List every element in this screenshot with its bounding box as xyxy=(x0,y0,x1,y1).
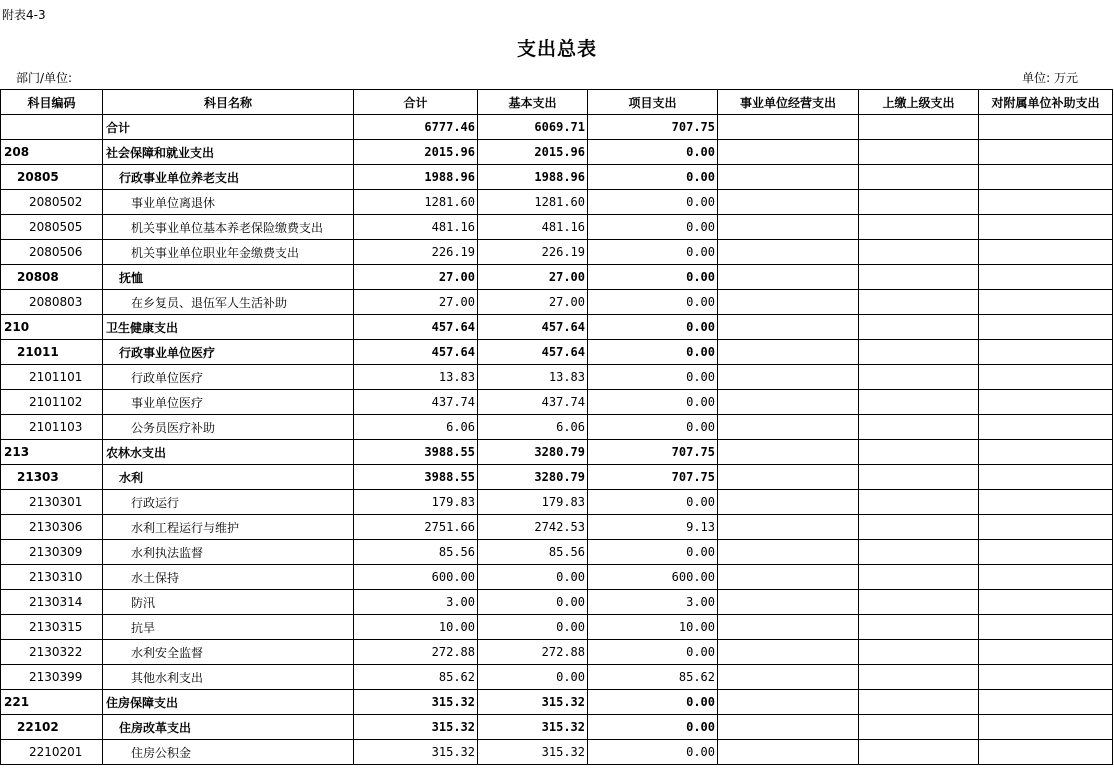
cell-code: 2130315 xyxy=(1,615,103,640)
cell-name: 行政事业单位医疗 xyxy=(103,340,354,365)
cell-basic: 0.00 xyxy=(478,615,588,640)
table-row xyxy=(1,190,1113,215)
cell-name: 机关事业单位职业年金缴费支出 xyxy=(103,240,354,265)
table-row xyxy=(1,740,1113,765)
cell-subsidy-affiliates xyxy=(979,665,1113,690)
cell-name: 水利安全监督 xyxy=(103,640,354,665)
cell-subsidy-affiliates xyxy=(979,190,1113,215)
cell-name: 机关事业单位基本养老保险缴费支出 xyxy=(103,215,354,240)
cell-remit-superior xyxy=(859,640,979,665)
cell-name: 在乡复员、退伍军人生活补助 xyxy=(103,290,354,315)
cell-subsidy-affiliates xyxy=(979,740,1113,765)
cell-basic: 1281.60 xyxy=(478,190,588,215)
cell-basic: 315.32 xyxy=(478,715,588,740)
cell-basic: 457.64 xyxy=(478,315,588,340)
cell-remit-superior xyxy=(859,690,979,715)
cell-subsidy-affiliates xyxy=(979,540,1113,565)
cell-project: 0.00 xyxy=(588,215,718,240)
cell-remit-superior xyxy=(859,715,979,740)
cell-basic: 179.83 xyxy=(478,490,588,515)
cell-project: 0.00 xyxy=(588,340,718,365)
cell-basic: 85.56 xyxy=(478,540,588,565)
cell-basic: 3280.79 xyxy=(478,465,588,490)
cell-code: 2101103 xyxy=(1,415,103,440)
cell-basic: 27.00 xyxy=(478,290,588,315)
cell-business xyxy=(718,690,859,715)
header-remit-superior: 上缴上级支出 xyxy=(859,90,979,115)
cell-project: 707.75 xyxy=(588,115,718,140)
cell-code: 2130301 xyxy=(1,490,103,515)
cell-name: 抚恤 xyxy=(103,265,354,290)
cell-business xyxy=(718,715,859,740)
cell-subsidy-affiliates xyxy=(979,165,1113,190)
cell-subsidy-affiliates xyxy=(979,215,1113,240)
cell-total: 272.88 xyxy=(354,640,478,665)
cell-code: 221 xyxy=(1,690,103,715)
cell-total: 10.00 xyxy=(354,615,478,640)
expenditure-table xyxy=(0,89,1113,765)
table-row xyxy=(1,715,1113,740)
table-row xyxy=(1,490,1113,515)
cell-basic: 3280.79 xyxy=(478,440,588,465)
cell-code: 2101101 xyxy=(1,365,103,390)
cell-total: 27.00 xyxy=(354,290,478,315)
cell-basic: 6.06 xyxy=(478,415,588,440)
cell-name: 行政运行 xyxy=(103,490,354,515)
cell-name: 其他水利支出 xyxy=(103,665,354,690)
cell-total: 1988.96 xyxy=(354,165,478,190)
cell-remit-superior xyxy=(859,440,979,465)
cell-basic: 2015.96 xyxy=(478,140,588,165)
cell-subsidy-affiliates xyxy=(979,590,1113,615)
table-row xyxy=(1,690,1113,715)
cell-subsidy-affiliates xyxy=(979,390,1113,415)
header-subsidy-affiliates: 对附属单位补助支出 xyxy=(979,90,1113,115)
cell-subsidy-affiliates xyxy=(979,265,1113,290)
cell-business xyxy=(718,590,859,615)
cell-code: 20808 xyxy=(1,265,103,290)
cell-code: 2210201 xyxy=(1,740,103,765)
cell-business xyxy=(718,265,859,290)
cell-remit-superior xyxy=(859,365,979,390)
cell-project: 0.00 xyxy=(588,315,718,340)
cell-project: 0.00 xyxy=(588,390,718,415)
cell-business xyxy=(718,515,859,540)
cell-remit-superior xyxy=(859,140,979,165)
cell-total: 315.32 xyxy=(354,740,478,765)
cell-subsidy-affiliates xyxy=(979,465,1113,490)
cell-remit-superior xyxy=(859,665,979,690)
cell-total: 437.74 xyxy=(354,390,478,415)
cell-code: 22102 xyxy=(1,715,103,740)
cell-basic: 315.32 xyxy=(478,690,588,715)
cell-basic: 481.16 xyxy=(478,215,588,240)
table-row xyxy=(1,240,1113,265)
cell-total: 3.00 xyxy=(354,590,478,615)
table-row xyxy=(1,640,1113,665)
cell-code: 2101102 xyxy=(1,390,103,415)
cell-total: 85.62 xyxy=(354,665,478,690)
cell-business xyxy=(718,140,859,165)
cell-code: 210 xyxy=(1,315,103,340)
table-row xyxy=(1,515,1113,540)
cell-business xyxy=(718,665,859,690)
cell-project: 707.75 xyxy=(588,440,718,465)
cell-total: 315.32 xyxy=(354,690,478,715)
cell-subsidy-affiliates xyxy=(979,565,1113,590)
page-title: 支出总表 xyxy=(516,38,597,60)
cell-remit-superior xyxy=(859,265,979,290)
cell-business xyxy=(718,540,859,565)
cell-business xyxy=(718,340,859,365)
table-header-row xyxy=(1,90,1113,115)
cell-code: 2080803 xyxy=(1,290,103,315)
table-row xyxy=(1,140,1113,165)
cell-remit-superior xyxy=(859,565,979,590)
cell-remit-superior xyxy=(859,165,979,190)
table-row xyxy=(1,115,1113,140)
cell-name: 住房改革支出 xyxy=(103,715,354,740)
cell-project: 85.62 xyxy=(588,665,718,690)
cell-name: 事业单位离退休 xyxy=(103,190,354,215)
cell-subsidy-affiliates xyxy=(979,365,1113,390)
table-row xyxy=(1,615,1113,640)
cell-remit-superior xyxy=(859,240,979,265)
cell-total: 179.83 xyxy=(354,490,478,515)
cell-basic: 272.88 xyxy=(478,640,588,665)
cell-remit-superior xyxy=(859,340,979,365)
cell-project: 0.00 xyxy=(588,140,718,165)
cell-business xyxy=(718,290,859,315)
cell-code: 2080505 xyxy=(1,215,103,240)
cell-basic: 437.74 xyxy=(478,390,588,415)
table-row xyxy=(1,665,1113,690)
cell-name: 水土保持 xyxy=(103,565,354,590)
cell-basic: 13.83 xyxy=(478,365,588,390)
cell-project: 9.13 xyxy=(588,515,718,540)
cell-name: 卫生健康支出 xyxy=(103,315,354,340)
header-business: 事业单位经营支出 xyxy=(718,90,859,115)
cell-subsidy-affiliates xyxy=(979,515,1113,540)
cell-project: 0.00 xyxy=(588,240,718,265)
cell-total: 13.83 xyxy=(354,365,478,390)
cell-name: 合计 xyxy=(103,115,354,140)
cell-project: 0.00 xyxy=(588,265,718,290)
cell-total: 457.64 xyxy=(354,315,478,340)
cell-name: 水利 xyxy=(103,465,354,490)
header-name: 科目名称 xyxy=(103,90,354,115)
cell-subsidy-affiliates xyxy=(979,240,1113,265)
cell-project: 0.00 xyxy=(588,490,718,515)
cell-business xyxy=(718,415,859,440)
cell-business xyxy=(718,440,859,465)
cell-total: 6777.46 xyxy=(354,115,478,140)
cell-code xyxy=(1,115,103,140)
cell-project: 0.00 xyxy=(588,365,718,390)
cell-name: 行政单位医疗 xyxy=(103,365,354,390)
header-basic: 基本支出 xyxy=(478,90,588,115)
attachment-label: 附表4-3 xyxy=(2,8,46,22)
cell-remit-superior xyxy=(859,740,979,765)
cell-remit-superior xyxy=(859,290,979,315)
cell-remit-superior xyxy=(859,540,979,565)
cell-code: 20805 xyxy=(1,165,103,190)
cell-project: 0.00 xyxy=(588,690,718,715)
cell-project: 0.00 xyxy=(588,540,718,565)
cell-name: 住房保障支出 xyxy=(103,690,354,715)
cell-remit-superior xyxy=(859,190,979,215)
cell-subsidy-affiliates xyxy=(979,415,1113,440)
cell-total: 2015.96 xyxy=(354,140,478,165)
cell-basic: 0.00 xyxy=(478,665,588,690)
cell-name: 社会保障和就业支出 xyxy=(103,140,354,165)
cell-code: 2080502 xyxy=(1,190,103,215)
header-code: 科目编码 xyxy=(1,90,103,115)
cell-business xyxy=(718,215,859,240)
header-total: 合计 xyxy=(354,90,478,115)
cell-code: 2130399 xyxy=(1,665,103,690)
cell-subsidy-affiliates xyxy=(979,440,1113,465)
cell-code: 2130322 xyxy=(1,640,103,665)
cell-subsidy-affiliates xyxy=(979,140,1113,165)
table-row xyxy=(1,290,1113,315)
cell-basic: 1988.96 xyxy=(478,165,588,190)
cell-basic: 226.19 xyxy=(478,240,588,265)
cell-project: 3.00 xyxy=(588,590,718,615)
cell-code: 2130309 xyxy=(1,540,103,565)
table-row xyxy=(1,390,1113,415)
table-row xyxy=(1,415,1113,440)
cell-subsidy-affiliates xyxy=(979,290,1113,315)
cell-total: 3988.55 xyxy=(354,440,478,465)
department-label: 部门/单位: xyxy=(16,71,73,85)
cell-business xyxy=(718,615,859,640)
cell-total: 6.06 xyxy=(354,415,478,440)
table-row xyxy=(1,315,1113,340)
unit-label: 单位: 万元 xyxy=(1022,71,1078,85)
cell-total: 457.64 xyxy=(354,340,478,365)
cell-basic: 0.00 xyxy=(478,590,588,615)
cell-basic: 27.00 xyxy=(478,265,588,290)
cell-code: 2080506 xyxy=(1,240,103,265)
cell-remit-superior xyxy=(859,215,979,240)
cell-total: 600.00 xyxy=(354,565,478,590)
cell-business xyxy=(718,315,859,340)
cell-business xyxy=(718,190,859,215)
cell-business xyxy=(718,115,859,140)
cell-subsidy-affiliates xyxy=(979,315,1113,340)
cell-subsidy-affiliates xyxy=(979,690,1113,715)
table-row xyxy=(1,365,1113,390)
cell-remit-superior xyxy=(859,590,979,615)
cell-name: 事业单位医疗 xyxy=(103,390,354,415)
cell-total: 3988.55 xyxy=(354,465,478,490)
cell-basic: 0.00 xyxy=(478,565,588,590)
cell-remit-superior xyxy=(859,615,979,640)
cell-subsidy-affiliates xyxy=(979,615,1113,640)
cell-basic: 6069.71 xyxy=(478,115,588,140)
cell-code: 2130306 xyxy=(1,515,103,540)
cell-project: 0.00 xyxy=(588,740,718,765)
cell-name: 行政事业单位养老支出 xyxy=(103,165,354,190)
cell-business xyxy=(718,390,859,415)
cell-code: 213 xyxy=(1,440,103,465)
cell-total: 27.00 xyxy=(354,265,478,290)
cell-project: 0.00 xyxy=(588,165,718,190)
cell-project: 0.00 xyxy=(588,190,718,215)
table-row xyxy=(1,465,1113,490)
cell-code: 2130310 xyxy=(1,565,103,590)
cell-remit-superior xyxy=(859,115,979,140)
cell-name: 水利执法监督 xyxy=(103,540,354,565)
cell-business xyxy=(718,240,859,265)
cell-remit-superior xyxy=(859,415,979,440)
cell-project: 0.00 xyxy=(588,290,718,315)
cell-business xyxy=(718,490,859,515)
table-row xyxy=(1,265,1113,290)
cell-project: 0.00 xyxy=(588,415,718,440)
cell-business xyxy=(718,165,859,190)
cell-basic: 2742.53 xyxy=(478,515,588,540)
cell-subsidy-affiliates xyxy=(979,115,1113,140)
cell-code: 208 xyxy=(1,140,103,165)
table-row xyxy=(1,565,1113,590)
cell-remit-superior xyxy=(859,315,979,340)
table-row xyxy=(1,540,1113,565)
cell-project: 707.75 xyxy=(588,465,718,490)
table-row xyxy=(1,340,1113,365)
cell-name: 农林水支出 xyxy=(103,440,354,465)
cell-project: 0.00 xyxy=(588,715,718,740)
table-body xyxy=(1,115,1113,765)
cell-project: 10.00 xyxy=(588,615,718,640)
cell-total: 315.32 xyxy=(354,715,478,740)
cell-total: 1281.60 xyxy=(354,190,478,215)
cell-name: 防汛 xyxy=(103,590,354,615)
cell-subsidy-affiliates xyxy=(979,640,1113,665)
cell-code: 2130314 xyxy=(1,590,103,615)
cell-total: 85.56 xyxy=(354,540,478,565)
cell-code: 21011 xyxy=(1,340,103,365)
header-project: 项目支出 xyxy=(588,90,718,115)
cell-remit-superior xyxy=(859,515,979,540)
cell-code: 21303 xyxy=(1,465,103,490)
cell-basic: 315.32 xyxy=(478,740,588,765)
table-row xyxy=(1,590,1113,615)
cell-remit-superior xyxy=(859,465,979,490)
cell-business xyxy=(718,465,859,490)
cell-name: 水利工程运行与维护 xyxy=(103,515,354,540)
table-row xyxy=(1,215,1113,240)
cell-business xyxy=(718,565,859,590)
cell-business xyxy=(718,640,859,665)
cell-remit-superior xyxy=(859,390,979,415)
cell-name: 公务员医疗补助 xyxy=(103,415,354,440)
cell-business xyxy=(718,365,859,390)
table-row xyxy=(1,165,1113,190)
cell-project: 600.00 xyxy=(588,565,718,590)
cell-remit-superior xyxy=(859,490,979,515)
table-row xyxy=(1,440,1113,465)
cell-project: 0.00 xyxy=(588,640,718,665)
cell-subsidy-affiliates xyxy=(979,715,1113,740)
cell-name: 住房公积金 xyxy=(103,740,354,765)
cell-total: 2751.66 xyxy=(354,515,478,540)
cell-subsidy-affiliates xyxy=(979,490,1113,515)
cell-subsidy-affiliates xyxy=(979,340,1113,365)
cell-total: 226.19 xyxy=(354,240,478,265)
cell-business xyxy=(718,740,859,765)
cell-name: 抗旱 xyxy=(103,615,354,640)
cell-total: 481.16 xyxy=(354,215,478,240)
cell-basic: 457.64 xyxy=(478,340,588,365)
